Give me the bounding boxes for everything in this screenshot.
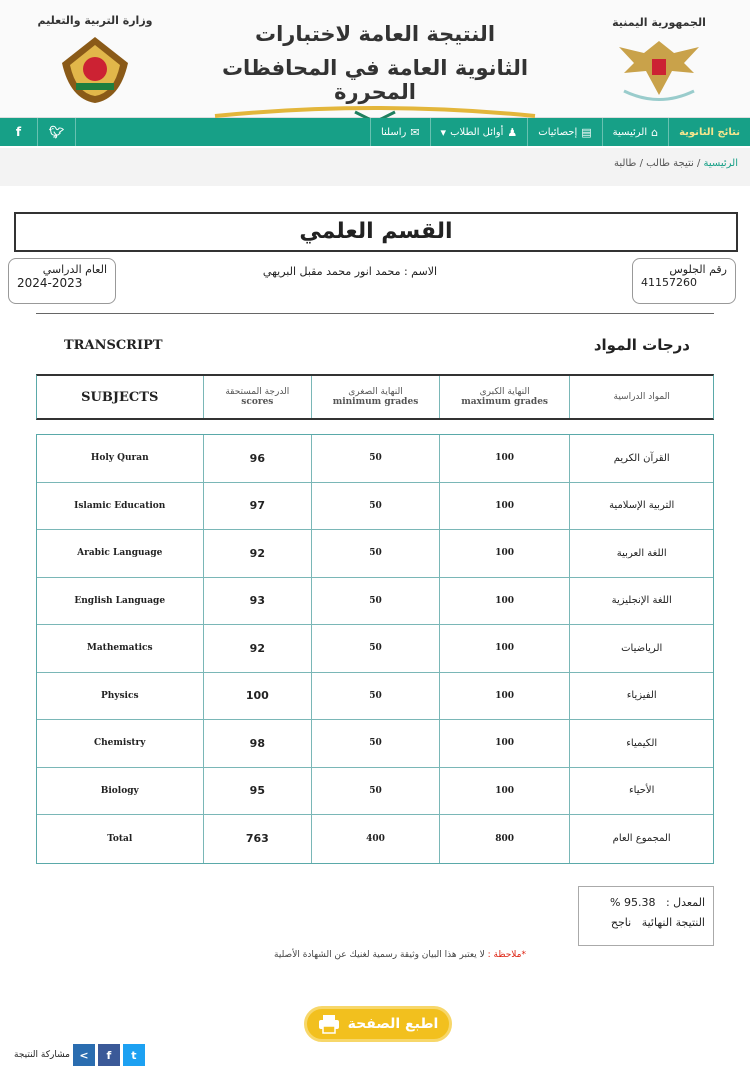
ministry-label: وزارة التربية والتعليم xyxy=(37,14,153,27)
table-row xyxy=(37,435,713,483)
nav-label: الرئيسية xyxy=(612,126,648,138)
col-min xyxy=(311,376,439,418)
min-grade-cell: 50 xyxy=(311,530,439,577)
score-cell: 93 xyxy=(203,578,312,625)
table-row xyxy=(37,578,713,626)
result-value: ناجح xyxy=(610,916,632,929)
score-cell: 98 xyxy=(203,720,312,767)
seat-value: 41157260 xyxy=(641,276,697,289)
title-line-1: النتيجة العامة لاختبارات xyxy=(254,22,496,46)
nav-item-stats[interactable] xyxy=(527,118,601,146)
min-grade-cell: 50 xyxy=(311,673,439,720)
subject-ar: الرياضيات xyxy=(569,625,713,672)
col-scores-en: scores xyxy=(241,397,274,407)
note-text: لا يعتبر هذا البيان وثيقة رسمية لغنيك عن الشهادة الأصلية xyxy=(274,950,485,960)
ministry-emblem xyxy=(30,14,160,114)
subject-ar: الكيمياء xyxy=(569,720,713,767)
subject-en: Biology xyxy=(100,785,139,796)
subject-ar: اللغة العربية xyxy=(569,530,713,577)
subject-en: Chemistry xyxy=(93,738,146,749)
table-row xyxy=(37,673,713,721)
title-line-2: الثانوية العامة في المحافظات المحررة xyxy=(221,56,529,104)
col-scores-ar: الدرجة المستحقة xyxy=(225,387,290,397)
republic-label: الجمهورية اليمنية xyxy=(612,16,706,29)
student-name-value: محمد انور محمد مقبل البريهي xyxy=(262,265,401,278)
max-grade-cell: 100 xyxy=(439,530,570,577)
subject-ar: الأحياء xyxy=(569,768,713,815)
col-subjects-ar xyxy=(569,376,713,418)
min-grade-cell: 400 xyxy=(311,815,439,863)
col-max xyxy=(439,376,570,418)
subject-en: Physics xyxy=(100,690,139,701)
col-max-ar: النهاية الكبرى xyxy=(479,387,530,397)
section-title: القسم العلمي xyxy=(14,212,738,252)
ministry-logo-icon xyxy=(58,33,132,105)
year-label: العام الدراسي xyxy=(42,263,107,276)
year-value: 2024-2023 xyxy=(17,276,83,290)
min-grade-cell: 50 xyxy=(311,435,439,482)
subject-en: English Language xyxy=(74,595,166,606)
chevron-down-icon: ▾ xyxy=(440,125,447,139)
result-label: النتيجة النهائية xyxy=(641,916,705,929)
disclaimer-note xyxy=(180,950,620,960)
col-min-ar: النهاية الصغرى xyxy=(348,387,403,397)
subject-ar: الفيزياء xyxy=(569,673,713,720)
print-label: اطبع الصفحة xyxy=(347,1016,439,1032)
subject-en: Total xyxy=(107,833,133,844)
twitter-share-icon[interactable]: t xyxy=(123,1044,145,1066)
student-name xyxy=(200,265,500,278)
min-grade-cell: 50 xyxy=(311,625,439,672)
grades-title: درجات المواد xyxy=(593,336,690,354)
col-max-en: maximum grades xyxy=(461,397,549,407)
subject-en: Mathematics xyxy=(86,643,153,654)
max-grade-cell: 100 xyxy=(439,720,570,767)
table-row xyxy=(37,815,713,863)
score-cell: 763 xyxy=(203,815,312,863)
max-grade-cell: 100 xyxy=(439,625,570,672)
table-row xyxy=(37,483,713,531)
student-icon: ♟ xyxy=(507,125,518,139)
subject-ar: اللغة الإنجليزية xyxy=(569,578,713,625)
nav-item-home[interactable] xyxy=(602,118,668,146)
score-cell: 100 xyxy=(203,673,312,720)
nav-item-contact[interactable] xyxy=(370,118,430,146)
min-grade-cell: 50 xyxy=(311,720,439,767)
score-cell: 95 xyxy=(203,768,312,815)
subject-ar: التربية الإسلامية xyxy=(569,483,713,530)
breadcrumb-current: نتيجة طالب / طالبة xyxy=(613,158,694,169)
subject-en: Holy Quran xyxy=(90,453,149,464)
breadcrumb xyxy=(614,158,738,169)
max-grade-cell: 800 xyxy=(439,815,570,863)
summary-box xyxy=(578,886,714,946)
average-value: 95.38 % xyxy=(610,896,656,909)
max-grade-cell: 100 xyxy=(439,483,570,530)
subject-ar: المجموع العام xyxy=(569,815,713,863)
seat-label: رقم الجلوس xyxy=(669,263,727,276)
col-subjects-en: SUBJECTS xyxy=(81,389,159,405)
col-min-en: minimum grades xyxy=(332,397,419,407)
nav-label: راسلنا xyxy=(380,126,407,138)
breadcrumb-separator: / xyxy=(693,158,701,169)
average-label: المعدل : xyxy=(665,896,705,909)
nav-item-secondary-results[interactable] xyxy=(668,118,750,146)
nav-label: نتائج الثانوية xyxy=(679,126,740,138)
share-bar xyxy=(14,1044,145,1066)
col-scores xyxy=(203,376,312,418)
divider xyxy=(36,313,714,314)
stats-icon: ▤ xyxy=(581,125,592,139)
share-label: مشاركة النتيجة xyxy=(14,1050,70,1060)
nav-label: أوائل الطلاب xyxy=(450,126,504,138)
facebook-share-icon[interactable]: f xyxy=(98,1044,120,1066)
grades-table-header xyxy=(36,374,714,420)
average-line xyxy=(587,893,705,913)
nav-social xyxy=(0,118,76,146)
eagle-emblem-icon xyxy=(614,33,704,103)
subject-ar: القرآن الكريم xyxy=(569,435,713,482)
max-grade-cell: 100 xyxy=(439,673,570,720)
result-line xyxy=(587,913,705,933)
print-page-button[interactable] xyxy=(304,1006,452,1042)
subject-en: Arabic Language xyxy=(77,548,163,559)
table-row xyxy=(37,625,713,673)
nav-item-top-students[interactable] xyxy=(430,118,528,146)
max-grade-cell: 100 xyxy=(439,435,570,482)
seat-number-box xyxy=(632,258,736,304)
mail-icon: ✉ xyxy=(410,125,420,139)
table-row xyxy=(37,530,713,578)
facebook-icon[interactable]: f xyxy=(0,118,38,146)
score-cell: 92 xyxy=(203,625,312,672)
subject-en: Islamic Education xyxy=(74,500,166,511)
max-grade-cell: 100 xyxy=(439,578,570,625)
main-nav xyxy=(0,118,750,146)
student-name-label: الاسم : xyxy=(403,265,438,278)
min-grade-cell: 50 xyxy=(311,768,439,815)
academic-year-box xyxy=(8,258,116,304)
republic-emblem xyxy=(604,16,714,116)
page-header xyxy=(0,0,750,118)
max-grade-cell: 100 xyxy=(439,768,570,815)
table-row xyxy=(37,768,713,816)
score-cell: 92 xyxy=(203,530,312,577)
printer-icon xyxy=(318,1014,340,1034)
transcript-title: TRANSCRIPT xyxy=(64,338,163,353)
breadcrumb-home[interactable]: الرئيسية xyxy=(703,158,738,169)
score-cell: 96 xyxy=(203,435,312,482)
home-icon: ⌂ xyxy=(651,125,659,139)
share-icon[interactable]: < xyxy=(73,1044,95,1066)
grades-table-body xyxy=(36,434,714,864)
nav-label: إحصائيات xyxy=(538,126,578,138)
col-subjects-ar-label: المواد الدراسية xyxy=(613,392,670,402)
score-cell: 97 xyxy=(203,483,312,530)
twitter-icon[interactable]: 🐦︎ xyxy=(38,118,76,146)
table-row xyxy=(37,720,713,768)
note-prefix: *ملاحظة : xyxy=(487,950,526,960)
min-grade-cell: 50 xyxy=(311,578,439,625)
page-title-block xyxy=(190,22,560,124)
min-grade-cell: 50 xyxy=(311,483,439,530)
